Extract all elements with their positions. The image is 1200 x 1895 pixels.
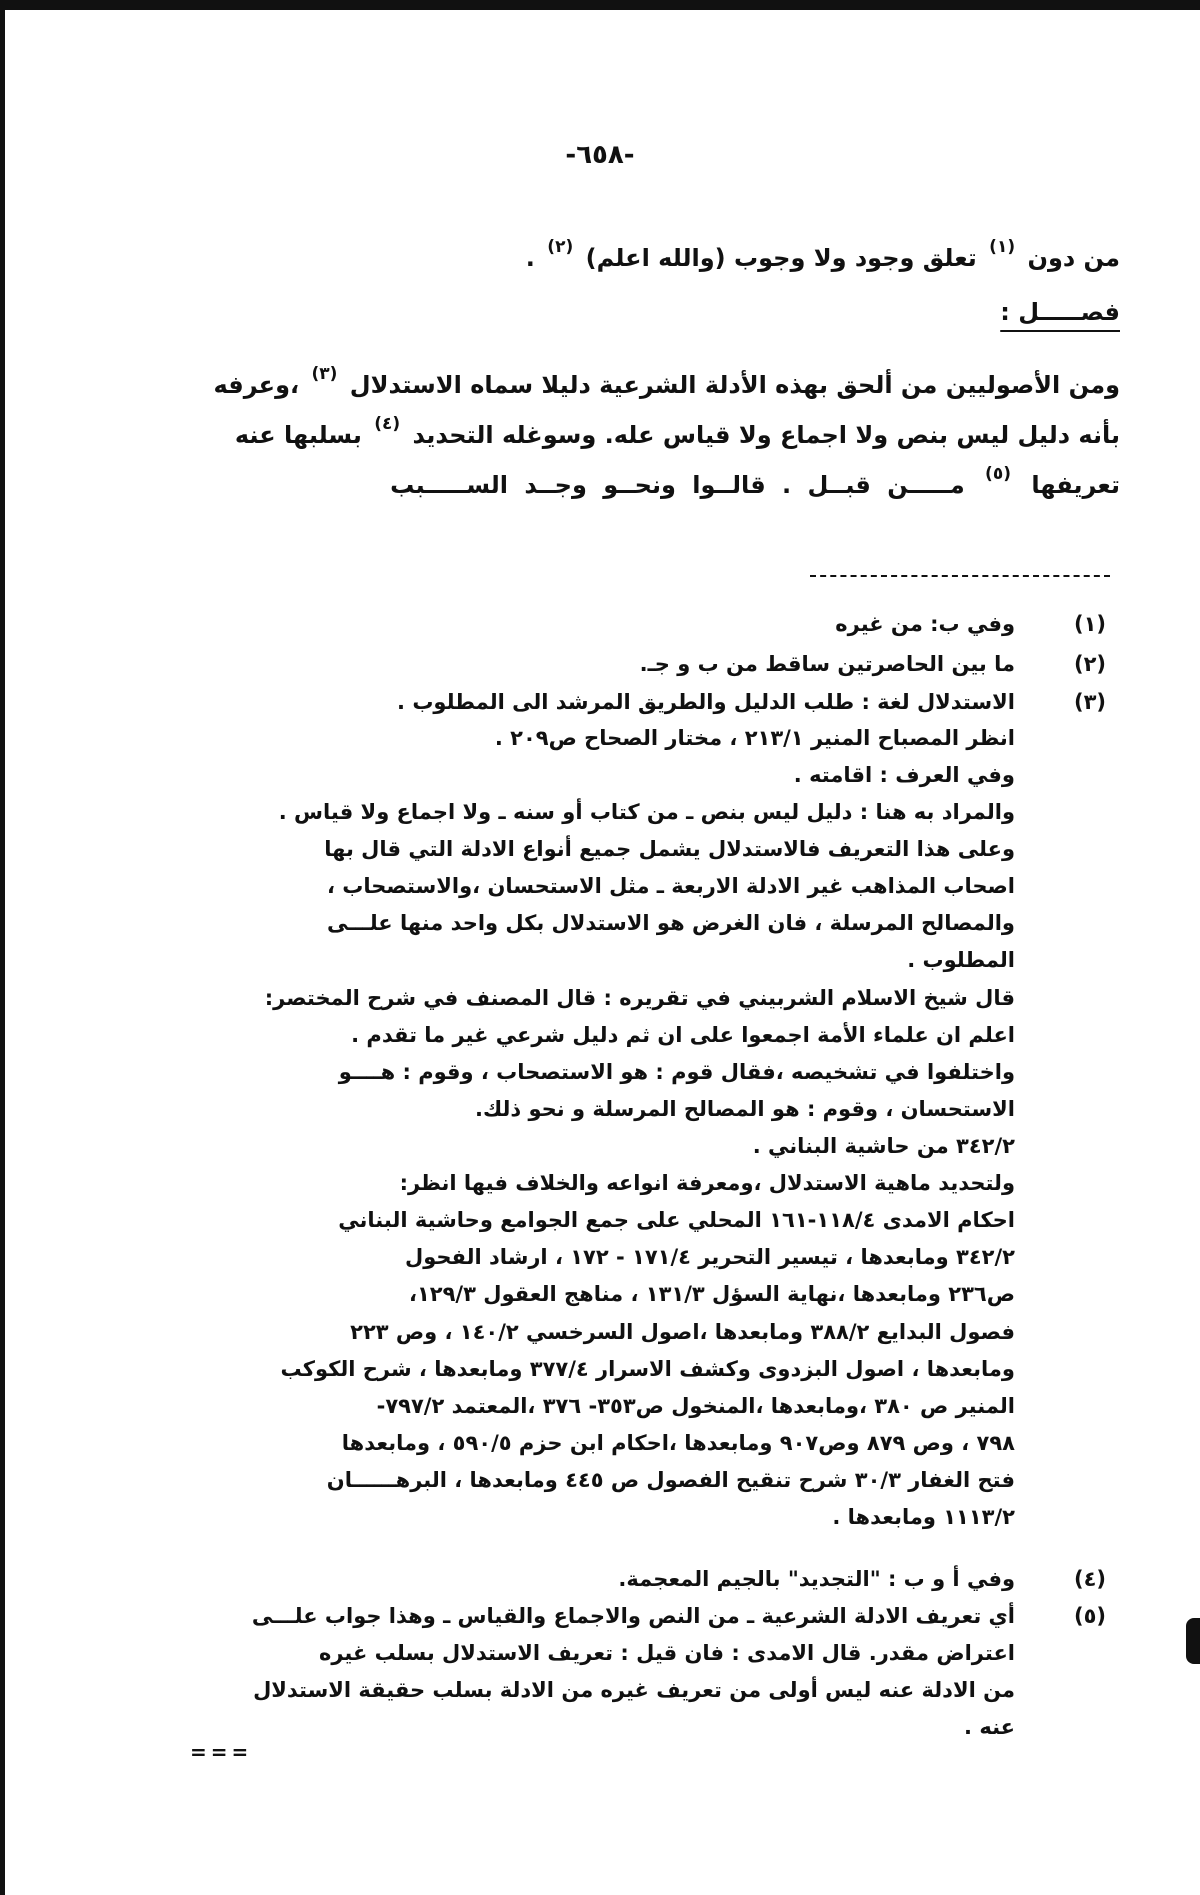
section-heading: [180, 282, 1120, 342]
footnote-ref-2: (٢): [547, 237, 574, 257]
text: من دون: [1027, 244, 1120, 272]
footnote-text: وفي أ و ب : "التجديد" بالجيم المعجمة.: [618, 1567, 1015, 1591]
footnote-text: ص٢٣٦ ومابعدها ،نهاية السؤل ١٣١/٣ ، مناهج العقول ١٢٩/٣،: [409, 1282, 1015, 1306]
footnote-text: المطلوب .: [907, 948, 1015, 972]
end-mark: ===: [190, 1740, 253, 1764]
footnote-text: والمراد به هنا : دليل ليس بنص ـ من كتاب أو سنه ـ ولا اجماع ولا قياس .: [278, 800, 1015, 824]
text: تعريفها: [1031, 471, 1120, 499]
footnote-text: من الادلة عنه ليس أولى من تعريف غيره من الادلة بسلب حقيقة الاستدلال: [253, 1678, 1015, 1702]
footnote-text: وفي ب: من غيره: [835, 612, 1015, 636]
scan-left-border: [0, 0, 5, 1895]
footnote-text: الاستحسان ، وقوم : هو المصالح المرسلة و نحو ذلك.: [474, 1097, 1015, 1121]
footnote-text: ٣٤٢/٢ من حاشية البناني .: [752, 1134, 1015, 1158]
footnote-number: (٣): [1073, 690, 1107, 714]
footnote-text: ومابعدها ، اصول البزدوى وكشف الاسرار ٣٧٧/٤ ومابعدها ، شرح الكوكب: [280, 1357, 1015, 1381]
text: مـــــن قبــل . قالــوا ونحــو وجــد الســـــبب: [390, 471, 965, 499]
page-number: -٦٥٨-: [565, 140, 635, 170]
footnote-ref-4: (٤): [374, 414, 401, 434]
footnote-text: واختلفوا في تشخيصه ،فقال قوم : هو الاستصحاب ، وقوم : هــــو: [338, 1060, 1015, 1084]
scan-top-border: [0, 0, 1200, 10]
footnote-text: عنه .: [964, 1715, 1015, 1739]
heading-text: فصـــــل :: [1000, 298, 1120, 326]
footnote-text: ١١١٣/٢ ومابعدها .: [832, 1505, 1015, 1529]
text: .: [525, 244, 535, 272]
scan-edge-mark: [1186, 1618, 1200, 1664]
footnote-text: الاستدلال لغة : طلب الدليل والطريق المرشد الى المطلوب .: [397, 690, 1015, 714]
footnote-text: والمصالح المرسلة ، فان الغرض هو الاستدلال بكل واحد منها علـــى: [326, 911, 1015, 935]
text: بأنه دليل ليس بنص ولا اجماع ولا قياس عله. وسوغله التحديد: [412, 421, 1120, 449]
text: ،وعرفه: [213, 371, 300, 399]
footnote-separator: [810, 575, 1110, 577]
text: تعلق وجود ولا وجوب (والله اعلم): [585, 244, 977, 272]
footnote-text: قال شيخ الاسلام الشربيني في تقريره : قال المصنف في شرح المختصر:: [264, 986, 1015, 1010]
footnote-text: ما بين الحاصرتين ساقط من ب و جـ.: [639, 652, 1015, 676]
main-line-5: [180, 455, 1120, 518]
footnote-text: أي تعريف الادلة الشرعية ـ من النص والاجماع والقياس ـ وهذا جواب علـــى: [251, 1604, 1015, 1628]
footnote-text: اعلم ان علماء الأمة اجمعوا على ان ثم دليل شرعي غير ما تقدم .: [351, 1023, 1015, 1047]
footnote-text: احكام الامدى ١١٨/٤-١٦١ المحلي على جمع الجوامع وحاشية البناني: [338, 1208, 1015, 1232]
footnote-text: وفي العرف : اقامته .: [793, 763, 1015, 787]
footnote-text: فصول البدايع ٣٨٨/٢ ومابعدها ،اصول السرخسي ١٤٠/٢ ، وص ٢٢٣: [350, 1320, 1015, 1344]
footnote-ref-3: (٣): [311, 364, 338, 384]
footnote-number: (٢): [1073, 652, 1107, 676]
footnote-text: ولتحديد ماهية الاستدلال ،ومعرفة انواعه والخلاف فيها انظر:: [399, 1171, 1015, 1195]
footnote-text: اعتراض مقدر. قال الامدى : فان قيل : تعريف الاستدلال بسلب غيره: [318, 1641, 1015, 1665]
footnote-text: ٣٤٢/٢ ومابعدها ، تيسير التحرير ١٧١/٤ - ١٧٢ ، ارشاد الفحول: [405, 1245, 1015, 1269]
footnote-ref-5: (٥): [985, 464, 1011, 484]
footnote-text: وعلى هذا التعريف فالاستدلال يشمل جميع أنواع الادلة التي قال بها: [324, 837, 1015, 861]
text: بسلبها عنه: [234, 421, 362, 449]
footnote-ref-1: (١): [989, 237, 1016, 257]
footnote-text: فتح الغفار ٣٠/٣ شرح تنقيح الفصول ص ٤٤٥ ومابعدها ، البرهــــــان: [326, 1468, 1015, 1492]
footnote-text: انظر المصباح المنير ٢١٣/١ ، مختار الصحاح ص٢٠٩ .: [494, 726, 1015, 750]
footnote-number: (١): [1073, 612, 1107, 636]
text: ومن الأصوليين من ألحق بهذه الأدلة الشرعية دليلا سماه الاستدلال: [349, 371, 1120, 399]
footnote-number: (٤): [1073, 1567, 1107, 1591]
footnote-number: (٥): [1073, 1604, 1107, 1628]
footnote-text: اصحاب المذاهب غير الادلة الاربعة ـ مثل الاستحسان ،والاستصحاب ،: [326, 874, 1015, 898]
footnote-text: ٧٩٨ ، وص ٨٧٩ وص٩٠٧ ومابعدها ،احكام ابن حزم ٥٩٠/٥ ، ومابعدها: [341, 1431, 1015, 1455]
footnote-text: المنير ص ٣٨٠ ،ومابعدها ،المنخول ص٣٥٣- ٣٧٦ ،المعتمد ٧٩٧/٢-: [376, 1394, 1015, 1418]
